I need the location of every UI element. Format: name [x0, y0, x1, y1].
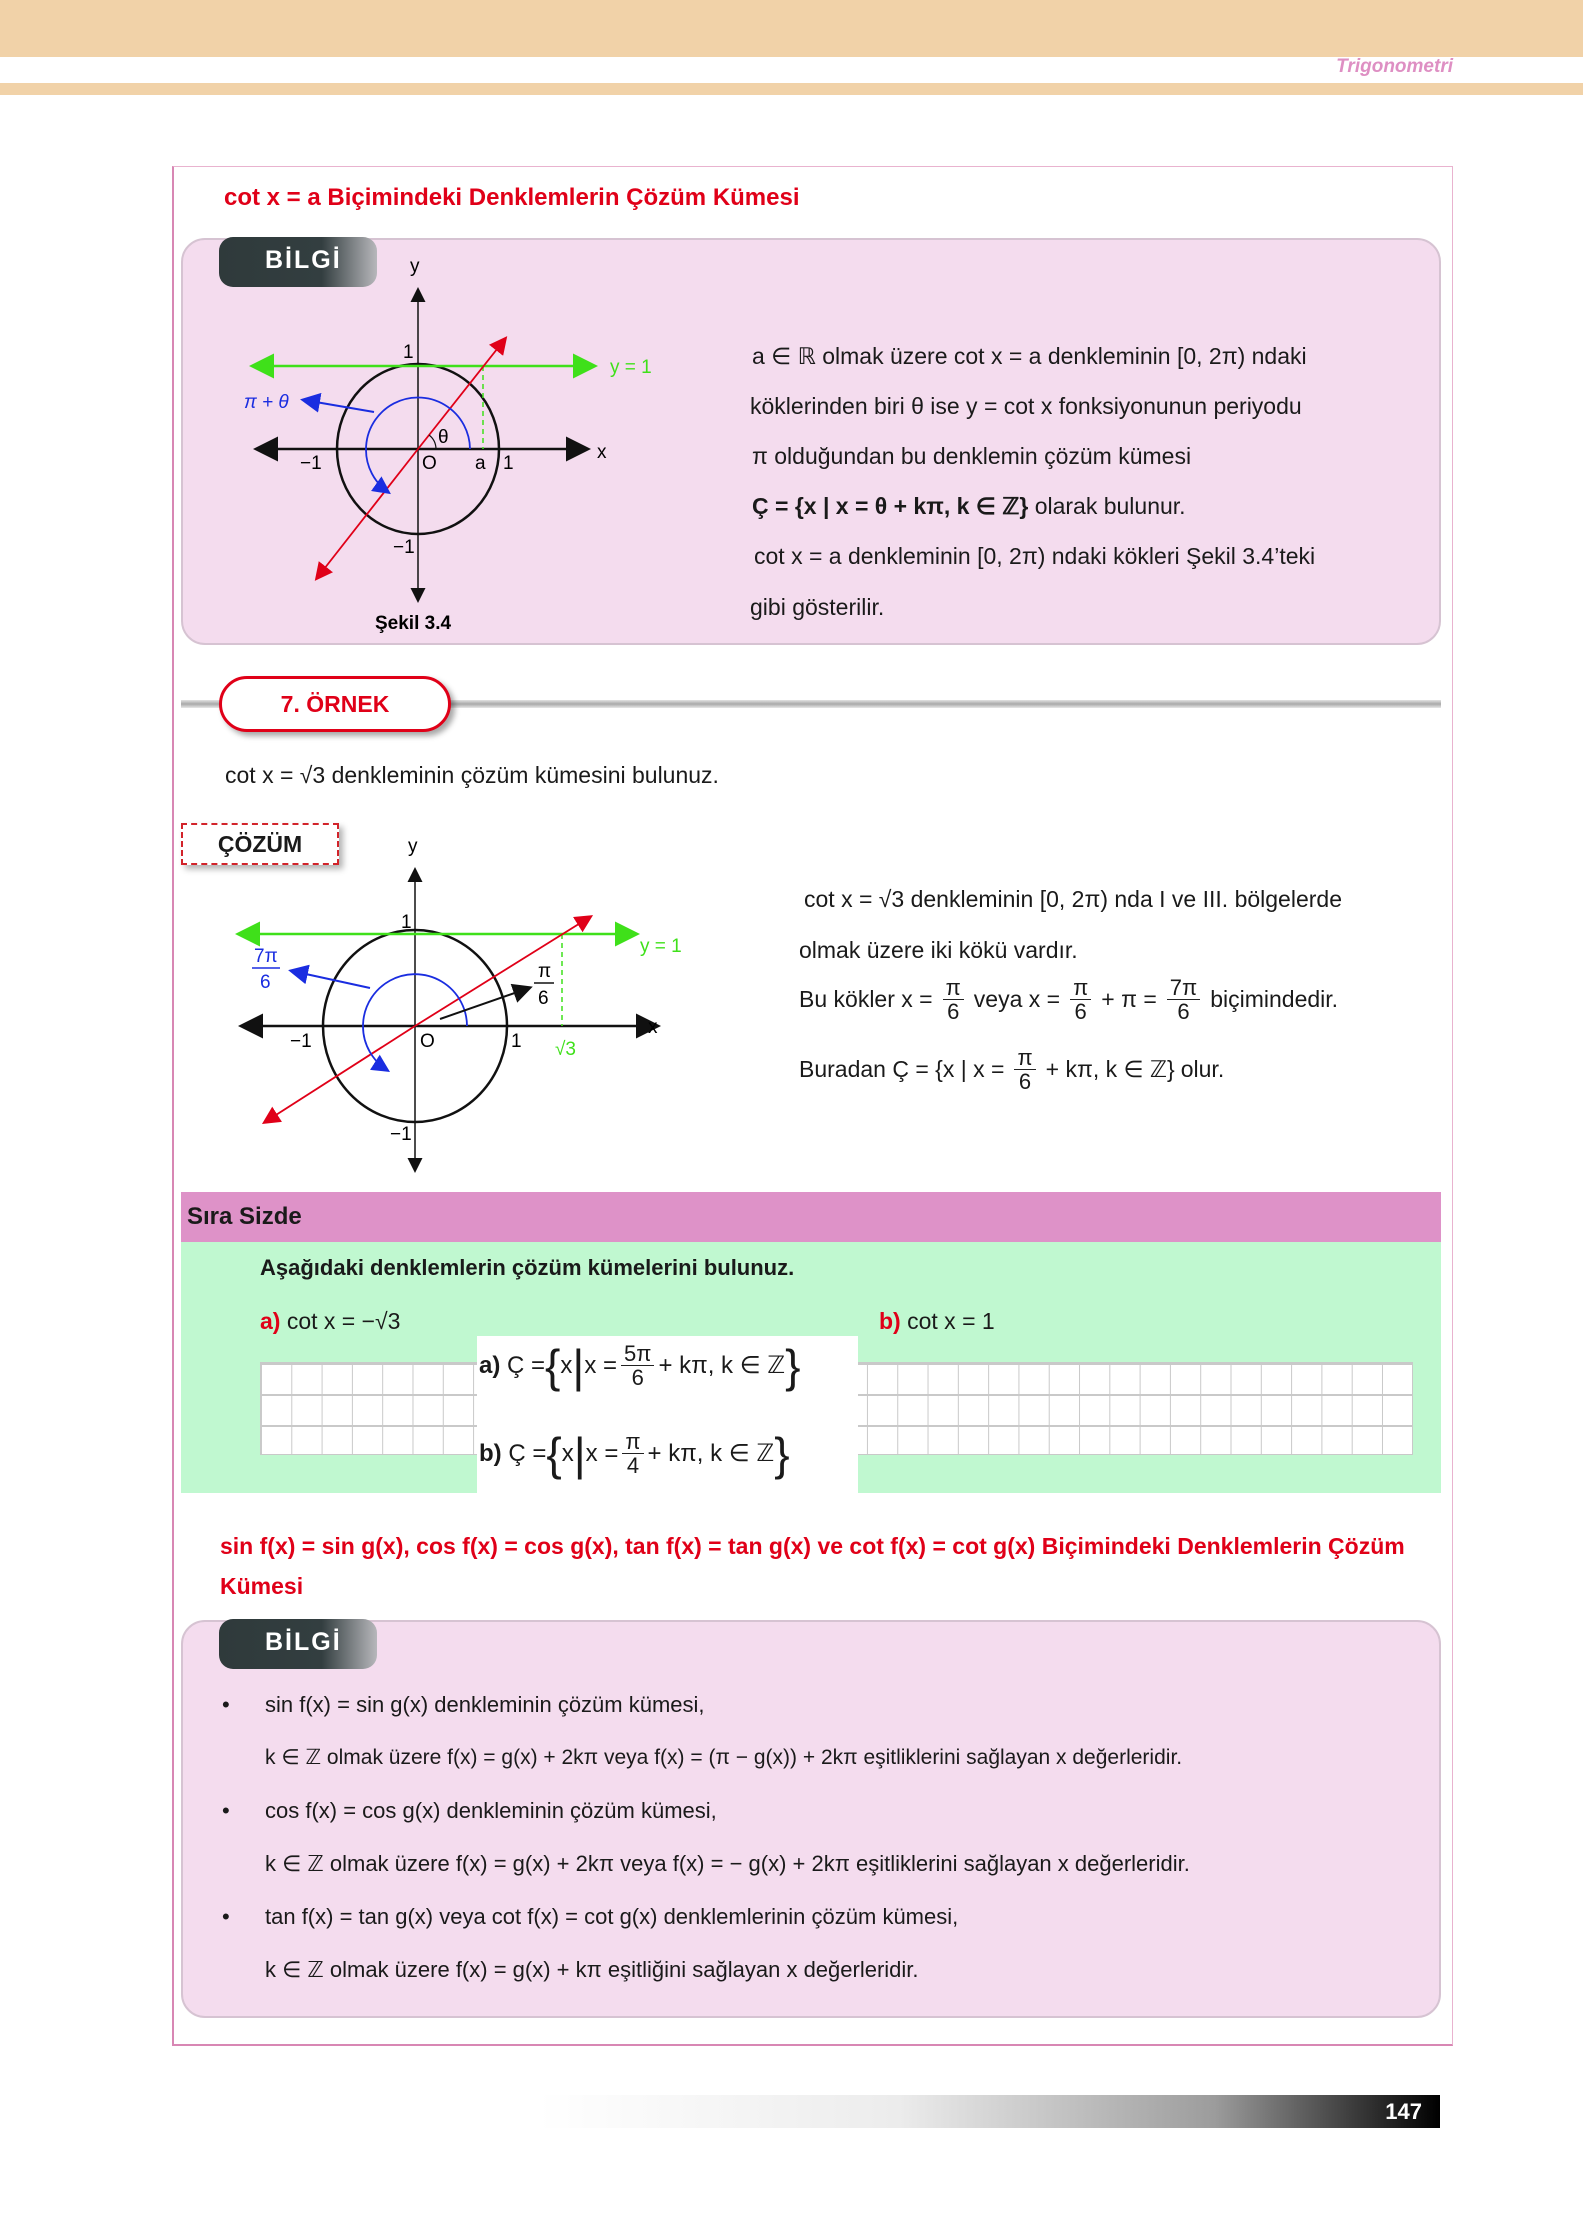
text: x: [560, 1351, 573, 1379]
y-axis-label: y: [408, 840, 418, 857]
sira-sizde-title: Sıra Sizde: [181, 1192, 1441, 1242]
bullet-1-detail: k ∈ ℤ olmak üzere f(x) = g(x) + 2kπ veya f(x) = (π − g(x)) + 2kπ eşitliklerini sağlayan x değerleridir.: [265, 1746, 1183, 1769]
sira-sizde-instruction: Aşağıdaki denklemlerin çözüm kümelerini bulunuz.: [260, 1255, 795, 1280]
pi-plus-theta-label: π + θ: [244, 392, 289, 413]
text: Ç =: [507, 1351, 546, 1379]
text: x: [561, 1439, 574, 1467]
header-band: [0, 0, 1583, 57]
text: olur.: [1180, 1056, 1225, 1083]
fraction: [1070, 976, 1091, 1023]
origin-label: O: [422, 453, 437, 474]
exercise-a: [260, 1308, 400, 1335]
header-stripe: [0, 83, 1583, 95]
y-axis-label: y: [410, 260, 420, 277]
brace: }: [785, 1339, 801, 1392]
text: Ç =: [508, 1439, 547, 1467]
bilgi-tab-1: BİLGİ: [219, 237, 377, 287]
denominator: 6: [631, 1365, 644, 1391]
answer-box: [477, 1336, 858, 1493]
example-question: cot x = √3 denkleminin çözüm kümesini bulunuz.: [225, 762, 719, 788]
numerator: π: [622, 1430, 643, 1454]
y-neg-one-label: −1: [393, 537, 415, 558]
brace: }: [774, 1427, 790, 1480]
numerator: 7π: [1167, 976, 1200, 1000]
x-one-label: 1: [503, 453, 514, 474]
brace: {: [545, 1339, 561, 1392]
exercise-b-label: b): [879, 1308, 901, 1334]
solution-set: Ç = {x | x = θ + kπ, k ∈ ℤ}: [752, 493, 1029, 519]
text: Bu kökler x =: [799, 986, 933, 1013]
y-one-label: 1: [403, 342, 414, 363]
theta-label: θ: [438, 427, 449, 448]
numerator: π: [943, 976, 964, 1000]
root2-den: 6: [260, 972, 271, 993]
bilgi-tab-2: BİLGİ: [219, 1619, 377, 1669]
root1-num: π: [538, 961, 552, 982]
solution-line-2: olmak üzere iki kökü vardır.: [799, 937, 1078, 963]
text: + kπ, k ∈ ℤ: [647, 1440, 775, 1468]
exercise-a-label: a): [260, 1308, 281, 1334]
exercise-a-equation: cot x = −√3: [286, 1308, 401, 1334]
answer-a: [479, 1339, 801, 1392]
pointer-arrow: [304, 400, 374, 412]
figure-caption: Şekil 3.4: [375, 613, 452, 634]
exercise-b-equation: cot x = 1: [907, 1308, 995, 1334]
a-label: a: [475, 453, 486, 474]
bullet-dot: •: [222, 1904, 230, 1929]
exercise-b: [879, 1308, 995, 1335]
subject-label: Trigonometri: [1336, 56, 1453, 77]
text: veya x =: [973, 986, 1061, 1013]
bullet-3-detail: k ∈ ℤ olmak üzere f(x) = g(x) + kπ eşitliğini sağlayan x değerleridir.: [265, 1957, 919, 1982]
arc-theta: [429, 435, 436, 449]
solution-line-3: [799, 976, 1338, 1023]
bar: |: [573, 1427, 586, 1480]
example-label: 7. ÖRNEK: [219, 676, 451, 732]
origin-label: O: [420, 1031, 435, 1052]
bar: |: [572, 1339, 585, 1392]
bullet-3-head: tan f(x) = tan g(x) veya cot f(x) = cot g(x) denklemlerinin çözüm kümesi,: [265, 1904, 959, 1929]
figure-unit-circle-sqrt3: [230, 840, 720, 1180]
terminal-ray-opposite: [265, 1026, 415, 1122]
page-number: 147: [538, 2095, 1440, 2128]
brace: {: [546, 1427, 562, 1480]
denominator: 6: [1177, 999, 1190, 1025]
numerator: 5π: [621, 1342, 654, 1366]
answer-b: [479, 1427, 790, 1480]
solution-suffix: olarak bulunur.: [1034, 493, 1186, 519]
bilgi1-line-2: köklerinden biri θ ise y = cot x fonksiyonunun periyodu: [750, 393, 1302, 419]
text: + π =: [1101, 986, 1157, 1013]
answer-a-label: a): [479, 1351, 501, 1379]
terminal-ray: [418, 339, 505, 449]
x-neg-one-label: −1: [300, 453, 322, 474]
x-neg-one-label: −1: [290, 1031, 312, 1052]
denominator: 6: [947, 999, 960, 1025]
section-title-general: sin f(x) = sin g(x), cos f(x) = cos g(x), tan f(x) = tan g(x) ve cot f(x) = cot g(x) Biçimindeki Denklemlerin Çözüm Kümesi: [220, 1533, 1405, 1599]
fraction: [622, 1430, 643, 1477]
bilgi1-line-1: a ∈ ℝ olmak üzere cot x = a denkleminin [0, 2π) ndaki: [752, 343, 1307, 369]
bullet-dot: •: [222, 1692, 230, 1717]
fraction: [943, 976, 964, 1023]
text: x =: [585, 1439, 619, 1467]
x-axis-label: x: [597, 442, 607, 463]
numerator: π: [1014, 1046, 1035, 1070]
bilgi1-line-3: π olduğundan bu denklemin çözüm kümesi: [752, 443, 1192, 469]
text: + kπ, k ∈ ℤ: [658, 1352, 786, 1380]
pointer-pi-6: [440, 988, 529, 1019]
bilgi1-solution-line: [752, 493, 1186, 520]
root2-num: 7π: [254, 946, 278, 967]
bullet-2-head: cos f(x) = cos g(x) denkleminin çözüm kümesi,: [265, 1798, 717, 1823]
denominator: 4: [626, 1453, 640, 1479]
x-axis-label: x: [648, 1017, 658, 1038]
answer-b-label: b): [479, 1439, 502, 1467]
text: biçimindedir.: [1210, 986, 1339, 1013]
y-neg-one-label: −1: [390, 1124, 412, 1145]
bullet-1-head: sin f(x) = sin g(x) denkleminin çözüm kümesi,: [265, 1692, 705, 1717]
x-one-label: 1: [511, 1031, 522, 1052]
solution-line-4: [799, 1046, 1224, 1093]
y1-line-label: y = 1: [610, 357, 652, 378]
denominator: 6: [1018, 1069, 1032, 1095]
text: x =: [584, 1351, 618, 1379]
bullet-dot: •: [222, 1798, 230, 1823]
fraction: [621, 1342, 654, 1389]
y1-line-label: y = 1: [640, 936, 682, 957]
bullet-2-detail: k ∈ ℤ olmak üzere f(x) = g(x) + 2kπ veya f(x) = − g(x) + 2kπ eşitliklerini sağlayan x değerleridir.: [265, 1851, 1190, 1876]
bilgi1-line-4: cot x = a denkleminin [0, 2π) ndaki kökleri Şekil 3.4’teki: [754, 543, 1316, 569]
solution-line-1: cot x = √3 denkleminin [0, 2π) nda I ve III. bölgelerde: [804, 886, 1342, 912]
figure-unit-circle-cot: [240, 260, 710, 640]
text: Buradan Ç = {x | x =: [799, 1056, 1005, 1083]
bilgi1-line-5: gibi gösterilir.: [750, 594, 885, 620]
numerator: π: [1070, 976, 1091, 1000]
solution-label: ÇÖZÜM: [181, 823, 339, 865]
denominator: 6: [1074, 999, 1087, 1025]
sqrt3-label: √3: [555, 1039, 576, 1060]
text: + kπ, k ∈ ℤ}: [1045, 1056, 1175, 1083]
section-title-cot: cot x = a Biçimindeki Denklemlerin Çözüm Kümesi: [224, 184, 800, 211]
y-one-label: 1: [401, 912, 412, 933]
terminal-ray-opposite: [317, 449, 418, 578]
fraction: [1014, 1046, 1035, 1093]
root1-den: 6: [538, 988, 549, 1009]
fraction: [1167, 976, 1200, 1023]
